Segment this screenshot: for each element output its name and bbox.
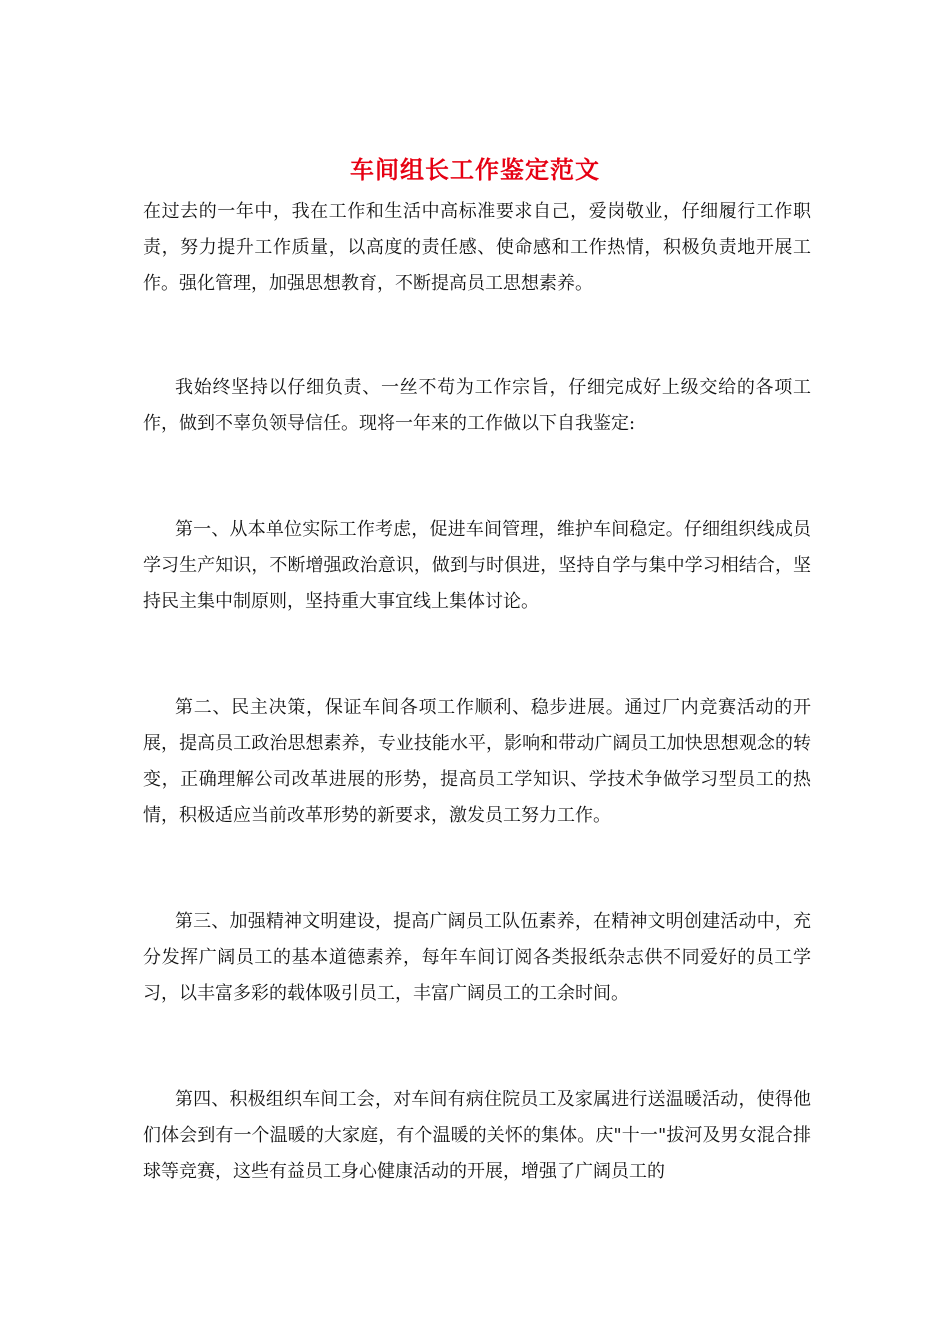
- document-title: 车间组长工作鉴定范文: [350, 155, 600, 184]
- paragraph-second: 第二、民主决策，保证车间各项工作顺利、稳步进展。通过厂内竞赛活动的开展，提高员工政治思想素养，专业技能水平，影响和带动广阔员工加快思想观念的转变，正确理解公司改革进展的形势，提高员工学知识、学技术争做学习型员工的热情，积极适应当前改革形势的新要求，激发员工努力工作。: [143, 697, 811, 826]
- paragraph-intro: 在过去的一年中，我在工作和生活中高标准要求自己，爱岗敬业，仔细履行工作职责，努力提升工作质量，以高度的责任感、使命感和工作热情，积极负责地开展工作。强化管理，加强思想教育，不断提高员工思想素养。: [143, 201, 811, 294]
- paragraph-principle: 我始终坚持以仔细负责、一丝不苟为工作宗旨，仔细完成好上级交给的各项工作，做到不辜负领导信任。现将一年来的工作做以下自我鉴定:: [143, 377, 811, 434]
- paragraph-third: 第三、加强精神文明建设，提高广阔员工队伍素养，在精神文明创建活动中，充分发挥广阔员工的基本道德素养，每年车间订阅各类报纸杂志供不同爱好的员工学习，以丰富多彩的载体吸引员工，丰富广阔员工的工余时间。: [143, 911, 811, 1004]
- paragraph-fourth: 第四、积极组织车间工会，对车间有病住院员工及家属进行送温暖活动，使得他们体会到有一个温暖的大家庭，有个温暖的关怀的集体。庆"十一"拔河及男女混合排球等竞赛，这些有益员工身心健康活动的开展，增强了广阔员工的: [143, 1089, 811, 1182]
- paragraph-first: 第一、从本单位实际工作考虑，促进车间管理，维护车间稳定。仔细组织线成员学习生产知识，不断增强政治意识，做到与时俱进，坚持自学与集中学习相结合，坚持民主集中制原则，坚持重大事宜线上集体讨论。: [143, 519, 811, 612]
